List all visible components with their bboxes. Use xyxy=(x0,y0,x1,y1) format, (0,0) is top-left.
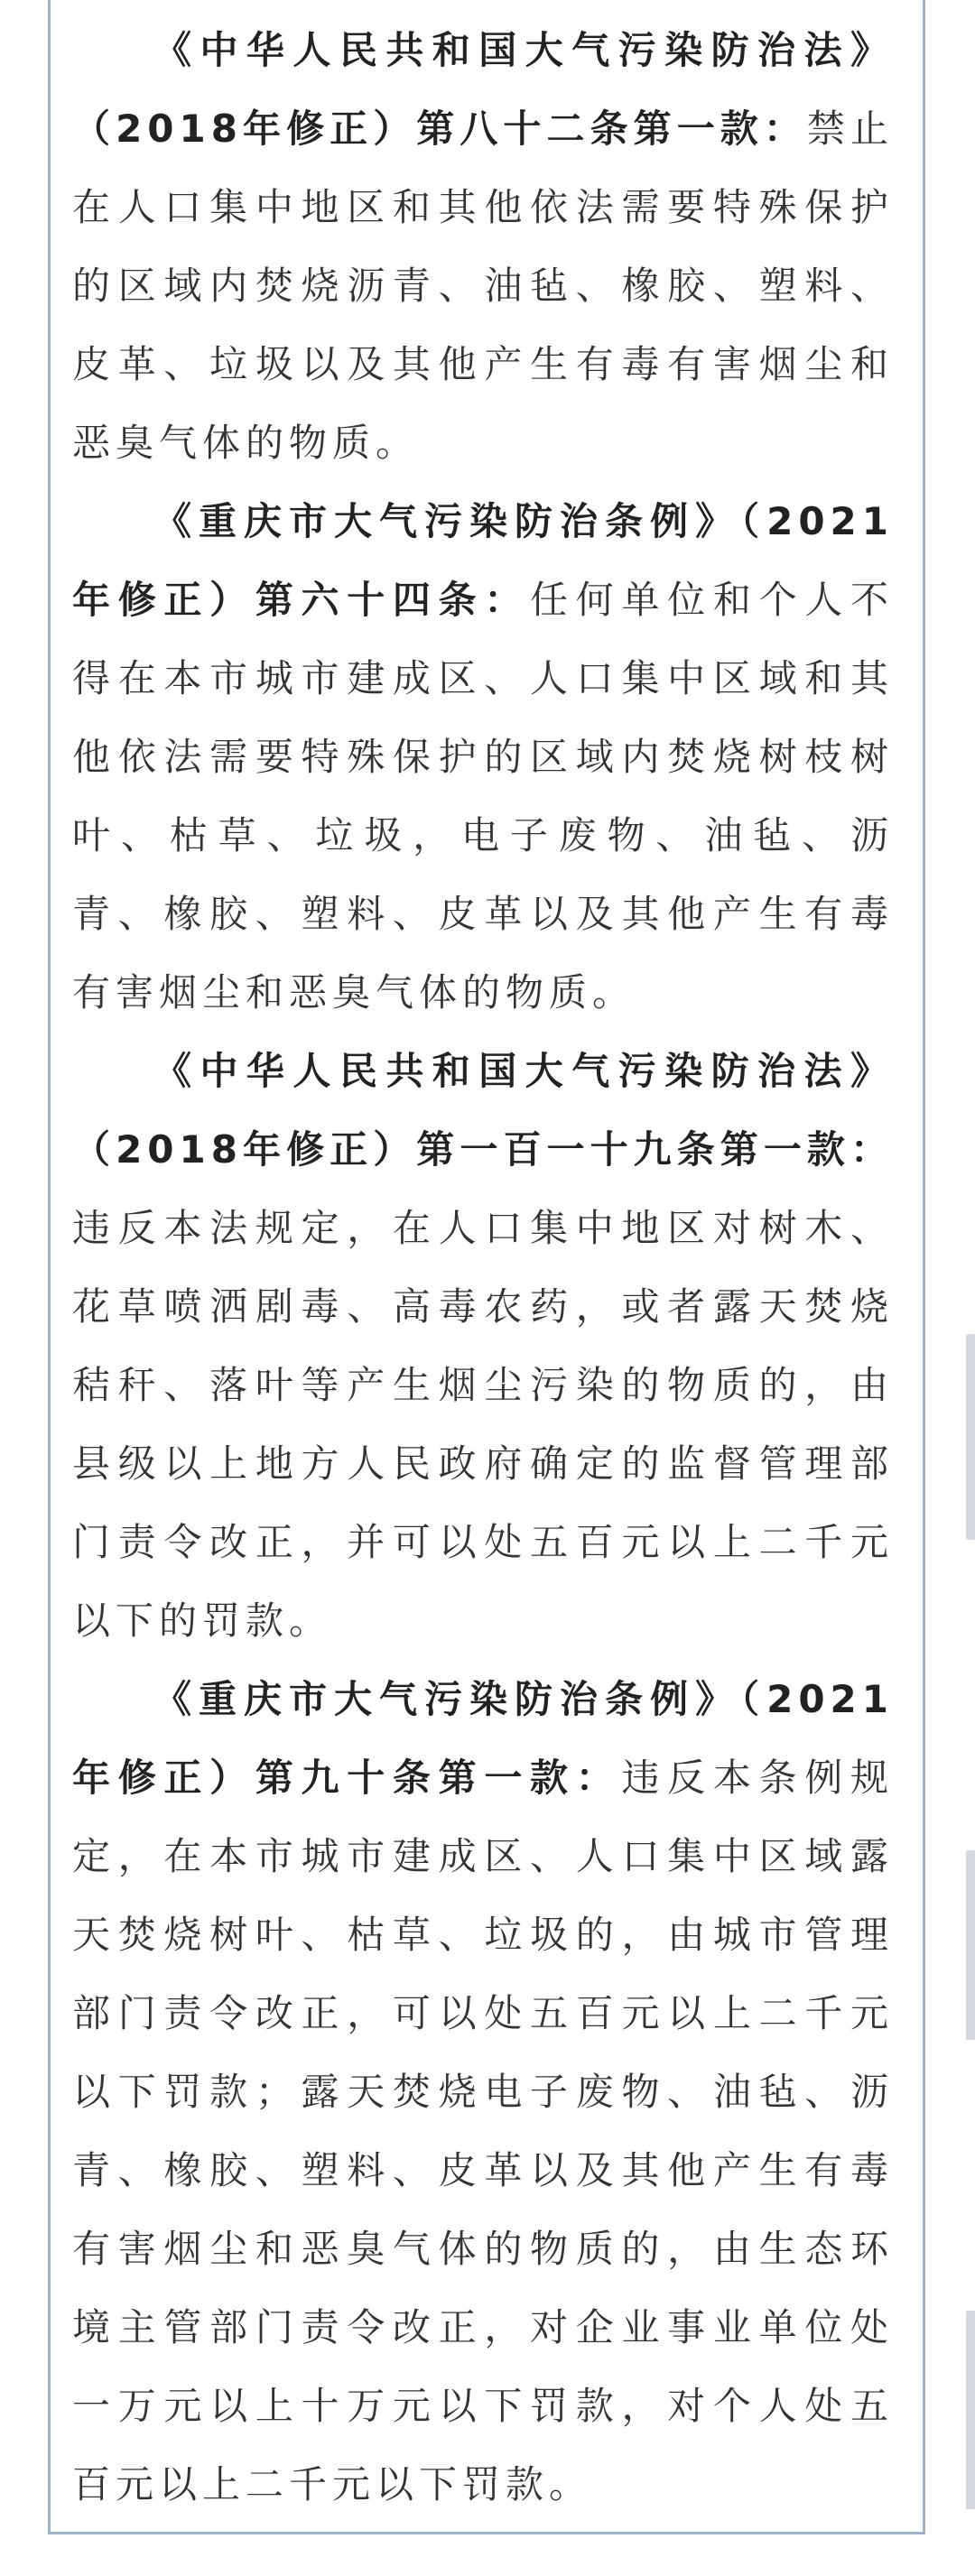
law-paragraph-3 xyxy=(72,1032,894,1660)
law-citation: 《重庆市大气污染防治条例》（2021年修正）第六十四条： xyxy=(72,499,894,622)
edge-scroll-indicator xyxy=(966,2311,975,2509)
law-citation: 《中华人民共和国大气污染防治法》（2018年修正）第八十二条第一款： xyxy=(72,28,894,151)
law-paragraph-2 xyxy=(72,482,894,1032)
law-text: 违反本条例规定，在本市城市建成区、人口集中区域露天焚烧树叶、枯草、垃圾的，由城市管理部门责令改正，可以处五百元以上二千元以下罚款；露天焚烧电子废物、油毡、沥青、橡胶、塑料、皮革以及其他产生有毒有害烟尘和恶臭气体的物质的，由生态环境主管部门责令改正，对企业事业单位处一万元以上十万元以下罚款，对个人处五百元以上二千元以下罚款。 xyxy=(72,1756,894,2507)
law-text: 任何单位和个人不得在本市城市建成区、人口集中区域和其他依法需要特殊保护的区域内焚烧树枝树叶、枯草、垃圾，电子废物、油毡、沥青、橡胶、塑料、皮革以及其他产生有毒有害烟尘和恶臭气体的物质。 xyxy=(72,578,894,1015)
law-text: 禁止在人口集中地区和其他依法需要特殊保护的区域内焚烧沥青、油毡、橡胶、塑料、皮革、垃圾以及其他产生有毒有害烟尘和恶臭气体的物质。 xyxy=(72,107,894,465)
law-paragraph-4 xyxy=(72,1660,894,2524)
edge-scroll-indicator xyxy=(966,1850,975,2040)
law-text: 违反本法规定，在人口集中地区对树木、花草喷洒剧毒、高毒农药，或者露天焚烧秸秆、落叶等产生烟尘污染的物质的，由县级以上地方人民政府确定的监督管理部门责令改正，并可以处五百元以上二千元以下的罚款。 xyxy=(72,1206,894,1643)
article-content xyxy=(72,11,894,2524)
law-citation: 《中华人民共和国大气污染防治法》（2018年修正）第一百一十九条第一款： xyxy=(72,1049,894,1172)
edge-scroll-indicator xyxy=(966,1334,975,1540)
law-paragraph-1 xyxy=(72,11,894,482)
law-citation: 《重庆市大气污染防治条例》（2021年修正）第九十条第一款： xyxy=(72,1677,894,1800)
